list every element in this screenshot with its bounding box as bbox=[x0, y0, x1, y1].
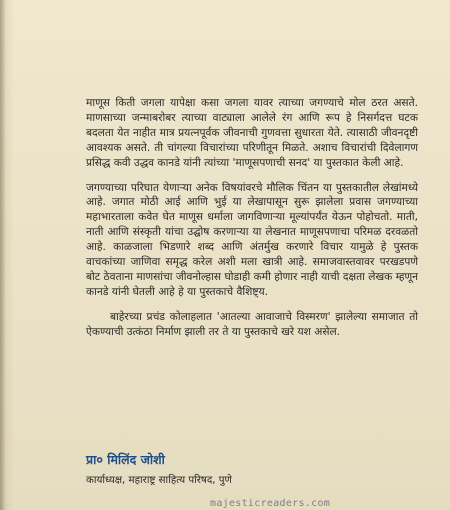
author-name: प्रा० मिलिंद जोशी bbox=[86, 452, 165, 467]
spine-shadow bbox=[0, 0, 6, 510]
blurb-paragraph-3: बाहेरच्या प्रचंड कोलाहलात 'आतल्या आवाजाचे विस्मरण' झालेल्या समाजात तो ऐकण्याची उत्कंठा निर्माण झाली तर ते या पुस्तकाचे खरे यश असेल. bbox=[86, 310, 418, 338]
author-title: कार्याध्यक्ष, महाराष्ट्र साहित्य परिषद, पुणे bbox=[86, 475, 232, 486]
blurb-paragraph-1: माणूस किती जगला यापेक्षा कसा जगला यावर त्याच्या जगण्याचे मोल ठरत असते. माणसाच्या जन्माबरोबर त्याच्या वाट्याला आलेले रंग आणि रूप हे निसर्गदत्त घटक बदलता येत नाहीत मात्र प्रयत्नपूर्वक जीवनाची गुणवत्ता सुधारता येते. त्यासाठी जीवनदृष्टी आवश्यक असते. ती चांगल्या विचारांच्या परिणीतून मिळते. अशाच विचारांची दिवेलागण प्रसिद्ध कवी उद्धव कानडे यांनी त्यांच्या 'माणूसपणाची सनद' या पुस्तकात केली आहे. bbox=[86, 97, 418, 169]
blurb-paragraph-2: जगण्याच्या परिघात येणाऱ्या अनेक विषयांवरचे मौलिक चिंतन या पुस्तकातील लेखांमध्ये आहे. जगात मोठी आई आणि भुई या लेखापासून सुरू झालेला प्रवास जगण्याच्या महाभारताला कवेत घेत माणूस धर्माला जागविणाऱ्या मूल्यांपर्यंत येऊन पोहोचतो. माती, नाती आणि संस्कृती यांचा उद्घोष करणाऱ्या या लेखनात माणूसपणाचा परिमळ दरवळतो आहे. काळजाला भिडणारे शब्द आणि अंतर्मुख करणारे विचार यामुळे हे पुस्तक वाचकांच्या जाणिवा समृद्ध करेल अशी मला खात्री आहे. समाजवास्तवावर परखडपणे बोट ठेवताना माणसांचा जीवनोल्हास घोडाही कमी होणार नाही याची दक्षता लेखक म्हणून कानडे यांनी घेतली आहे हे या पुस्तकाचे वैशिष्ट्य. bbox=[86, 181, 418, 298]
blurb-text bbox=[86, 96, 418, 350]
author-signature-block bbox=[86, 452, 416, 488]
watermark: majesticreaders.com bbox=[210, 498, 331, 509]
